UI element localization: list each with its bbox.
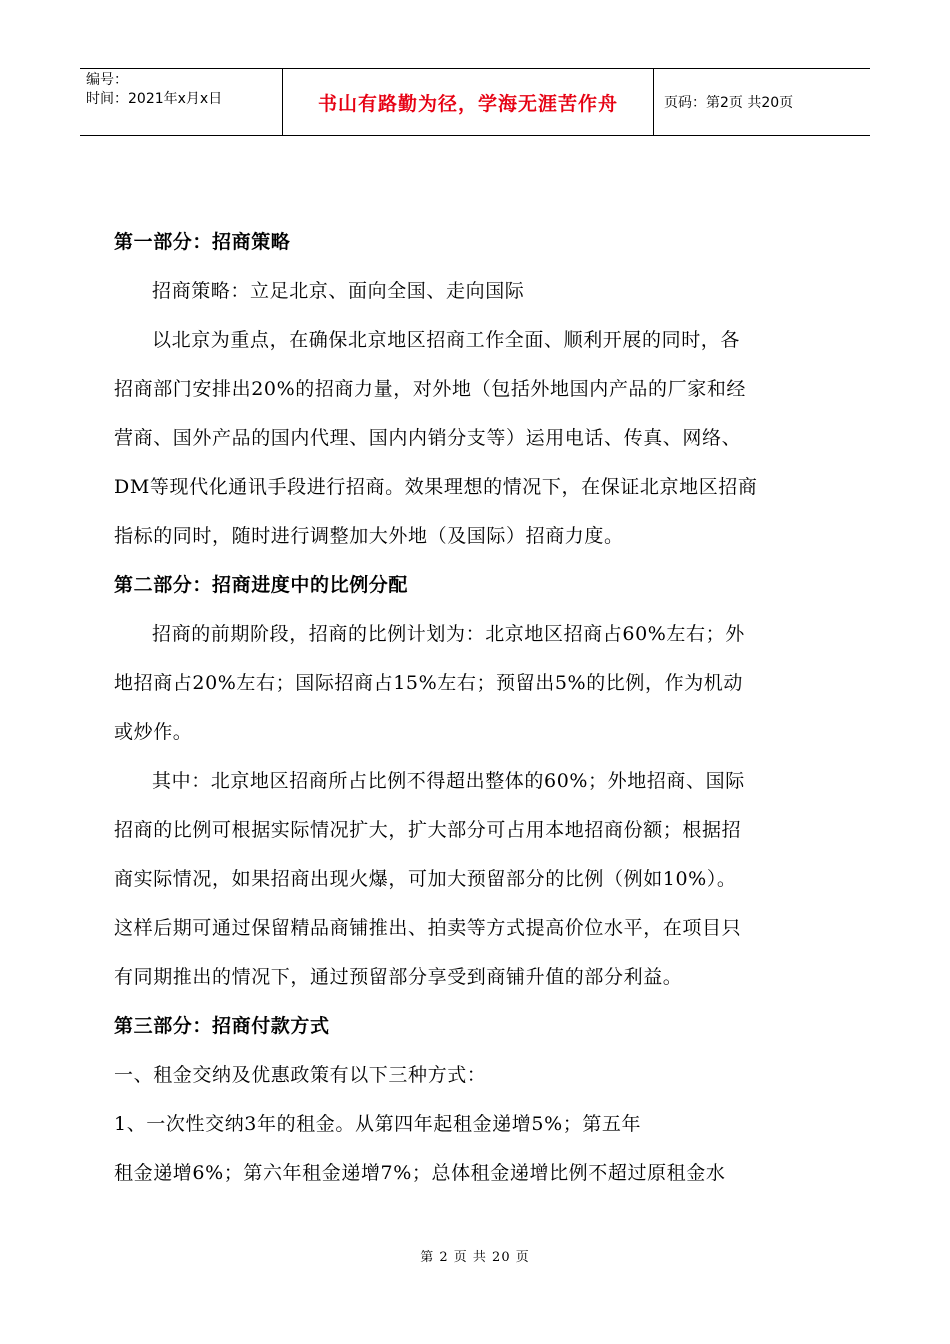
paragraph-line: 招商部门安排出20%的招商力量，对外地（包括外地国内产品的厂家和经 <box>114 378 747 400</box>
section-heading-1: 第一部分：招商策略 <box>114 231 291 253</box>
page-header <box>80 68 870 136</box>
paragraph-line: 商实际情况，如果招商出现火爆，可加大预留部分的比例（例如10%）。 <box>114 868 737 890</box>
paragraph-line: 招商的比例可根据实际情况扩大，扩大部分可占用本地招商份额；根据招 <box>114 819 742 841</box>
paragraph-line: DM等现代化通讯手段进行招商。效果理想的情况下，在保证北京地区招商 <box>114 476 758 498</box>
header-motto: 书山有路勤为径，学海无涯苦作舟 <box>282 69 654 135</box>
paragraph-line: 有同期推出的情况下，通过预留部分享受到商铺升值的部分利益。 <box>114 966 683 988</box>
document-number-label: 编号： <box>86 72 128 88</box>
header-meta <box>80 69 282 135</box>
paragraph-line: 一、租金交纳及优惠政策有以下三种方式： <box>114 1064 487 1086</box>
paragraph-line: 招商策略：立足北京、面向全国、走向国际 <box>152 280 525 302</box>
document-body <box>114 218 854 1198</box>
header-page-info: 页码：第2页 共20页 <box>664 95 794 111</box>
section-heading-3: 第三部分：招商付款方式 <box>114 1015 330 1037</box>
paragraph-line: 租金递增6%；第六年租金递增7%；总体租金递增比例不超过原租金水 <box>114 1162 726 1184</box>
paragraph-line: 营商、国外产品的国内代理、国内内销分支等）运用电话、传真、网络、 <box>114 427 742 449</box>
document-time-label: 时间：2021年x月x日 <box>86 91 223 107</box>
paragraph-line: 或炒作。 <box>114 721 193 743</box>
page-footer: 第 2 页 共 20 页 <box>420 1250 530 1265</box>
paragraph-line: 地招商占20%左右；国际招商占15%左右；预留出5%的比例，作为机动 <box>114 672 744 694</box>
section-heading-2: 第二部分：招商进度中的比例分配 <box>114 574 409 596</box>
paragraph-line: 招商的前期阶段，招商的比例计划为：北京地区招商占60%左右；外 <box>152 623 745 645</box>
paragraph-line: 以北京为重点，在确保北京地区招商工作全面、顺利开展的同时，各 <box>152 329 741 351</box>
paragraph-line: 这样后期可通过保留精品商铺推出、拍卖等方式提高价位水平，在项目只 <box>114 917 742 939</box>
paragraph-line: 指标的同时，随时进行调整加大外地（及国际）招商力度。 <box>114 525 624 547</box>
paragraph-line: 1、一次性交纳3年的租金。从第四年起租金递增5%；第五年 <box>114 1113 642 1135</box>
paragraph-line: 其中：北京地区招商所占比例不得超出整体的60%；外地招商、国际 <box>152 770 745 792</box>
